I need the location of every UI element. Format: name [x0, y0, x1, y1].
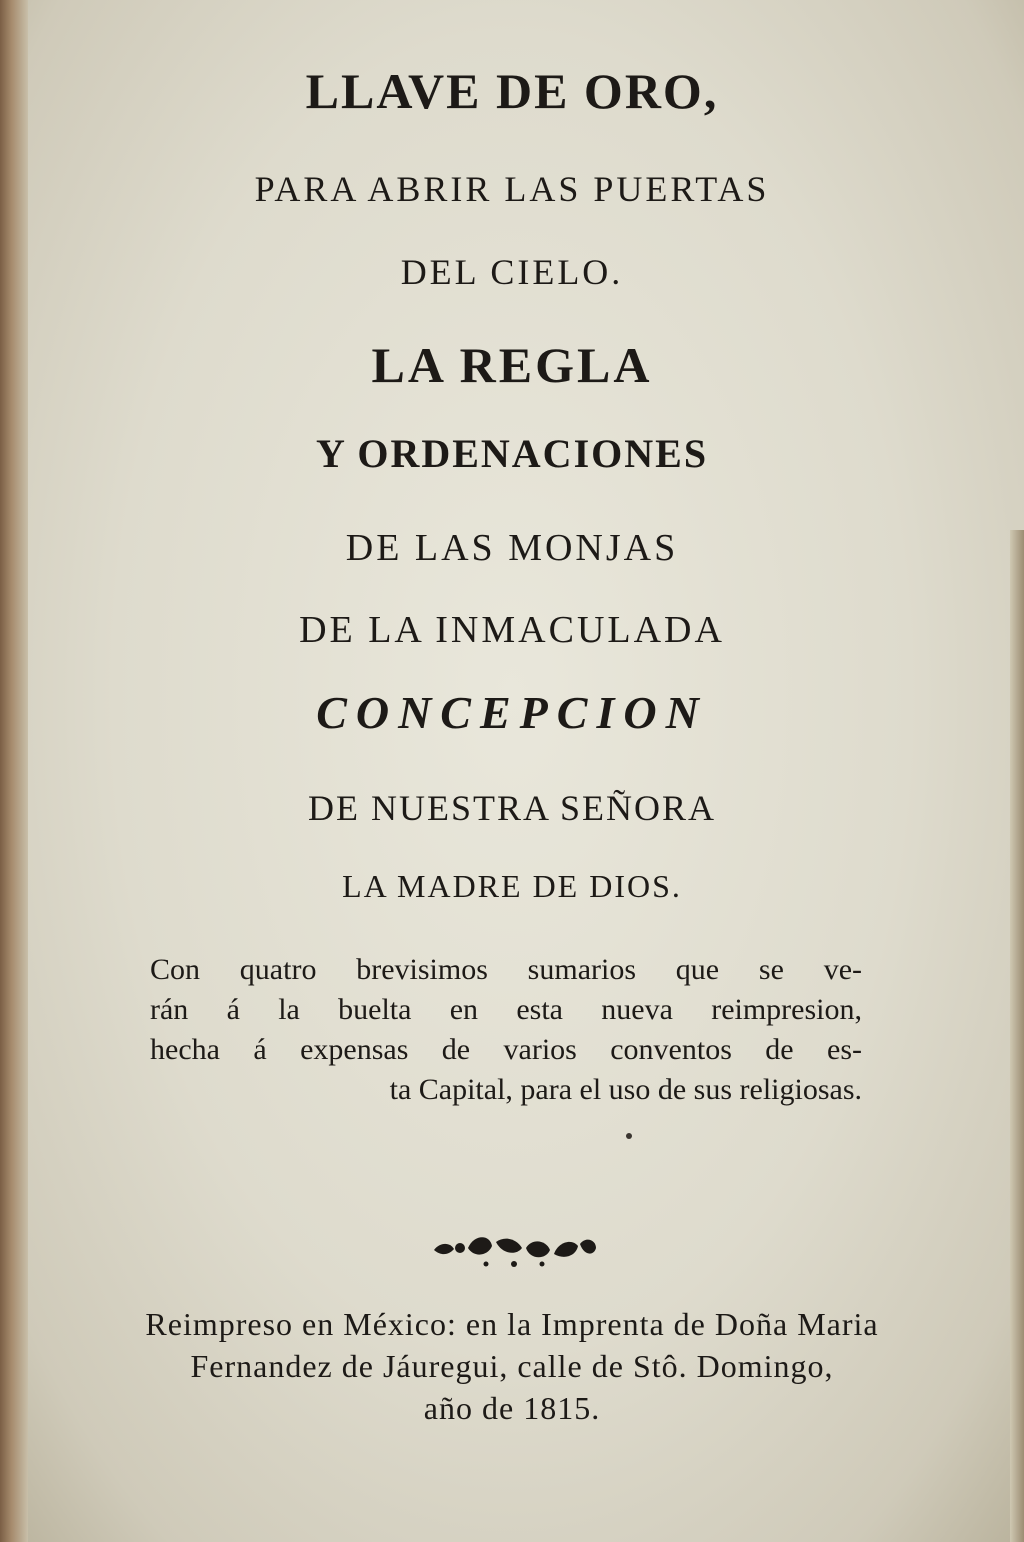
- title-line-10: LA MADRE DE DIOS.: [342, 868, 682, 904]
- description-line: rán á la buelta en esta nueva reimpresion,: [150, 993, 862, 1026]
- title-line-9: DE NUESTRA SEÑORA: [307, 788, 717, 828]
- title-line-2: PARA ABRIR LAS PUERTAS: [254, 169, 770, 209]
- title-line-4: LA REGLA: [371, 337, 653, 393]
- title-line-3: DEL CIELO.: [400, 252, 624, 292]
- title-line-5: Y ORDENACIONES: [315, 431, 709, 476]
- description-line: hecha á expensas de varios conventos de es-: [150, 1033, 862, 1066]
- imprint-line-2: Fernandez de Jáuregui, calle de Stô. Domingo,: [190, 1348, 834, 1384]
- title-line-6: DE LAS MONJAS: [345, 527, 679, 569]
- printers-dot: [626, 1133, 632, 1139]
- description-line: ta Capital, para el uso de sus religiosas.: [389, 1073, 862, 1106]
- floral-ornament-icon: [430, 1224, 600, 1274]
- imprint-line-3: año de 1815.: [423, 1390, 601, 1426]
- imprint-line-1: Reimpreso en México: en la Imprenta de Doña Maria: [145, 1306, 879, 1342]
- title-line-7: DE LA INMACULADA: [299, 609, 725, 651]
- title-line-1: LLAVE DE ORO,: [305, 63, 719, 119]
- title-line-8: CONCEPCION: [316, 687, 708, 738]
- description-line: Con quatro brevisimos sumarios que se ve-: [150, 953, 862, 986]
- description-paragraph: [150, 950, 862, 1110]
